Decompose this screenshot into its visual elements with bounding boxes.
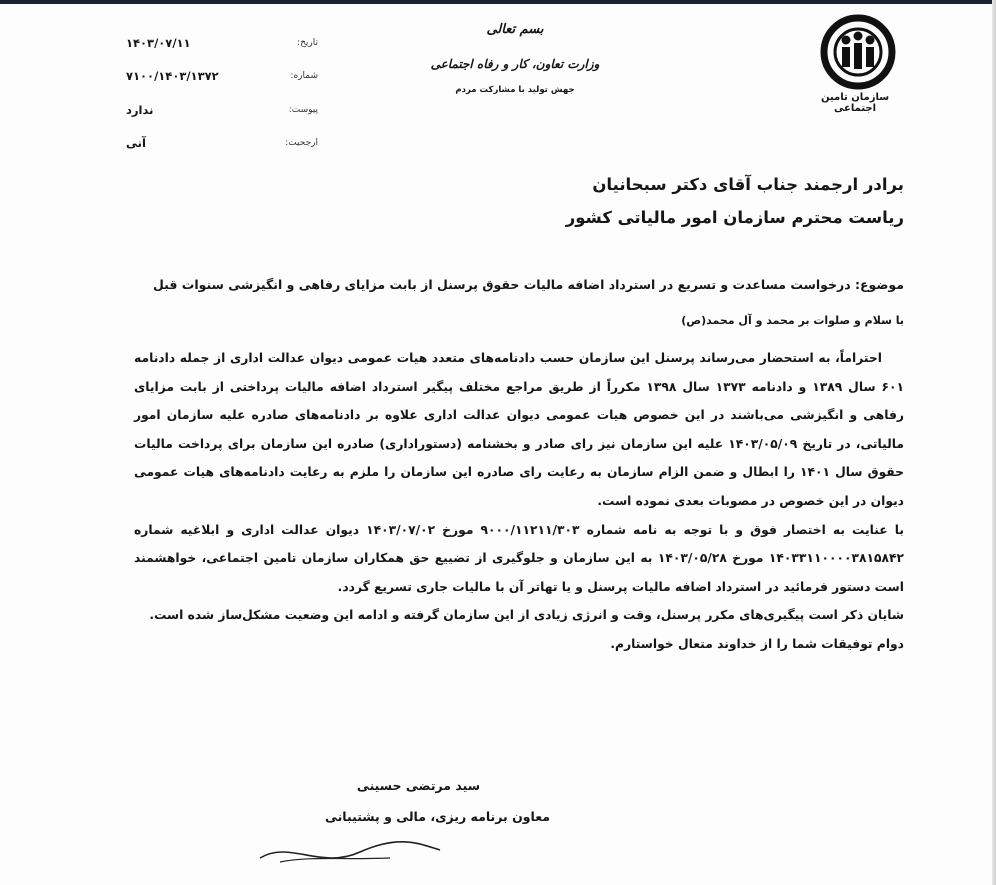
meta-date-label: تاریخ: bbox=[297, 37, 318, 48]
bismillah-text: بسم تعالی bbox=[486, 22, 544, 37]
meta-priority-label: ارجحیت: bbox=[285, 138, 318, 149]
letter-body bbox=[134, 344, 904, 659]
meta-priority-value: آنی bbox=[126, 136, 146, 151]
signatory-name: سید مرتضی حسینی bbox=[356, 778, 480, 793]
meta-number-label: شماره: bbox=[290, 71, 318, 82]
slogan-text: جهش تولید با مشارکت مردم bbox=[455, 85, 575, 95]
body-paragraph-1: احتراماً، به استحضار می‌رساند پرسنل این سازمان حسب دادنامه‌های متعدد هیات عمومی دیوان عدالت اداری از جمله دادنامه ۶۰۱ سال ۱۳۸۹ و دادنامه ۱۳۷۳ سال ۱۳۹۸ مکرراً از طریق مراجع مختلف پیگیر استرداد اضافه مالیات پرداختی از بابت مزایای رفاهی و انگیزشی می‌باشند در این خصوص هیات عمومی دیوان عدالت اداری علاوه بر دادنامه‌های صادره علیه سازمان امور مالیاتی، در تاریخ ۱۴۰۳/۰۵/۰۹ علیه این سازمان نیز رای صادر و بخشنامه (دستوراداری) صادره این سازمان برای پرداخت مالیات حقوق سال ۱۴۰۱ را ابطال و ضمن الزام سازمان به رعایت رای صادره این سازمان را ملزم به رعایت دادنامه‌های هیات عمومی دیوان در این خصوص در مصوبات بعدی نموده است. bbox=[134, 351, 905, 508]
addressee-line-1: برادر ارجمند جناب آقای دکتر سبحانیان bbox=[592, 175, 904, 194]
addressee-line-2: ریاست محترم سازمان امور مالیاتی کشور bbox=[565, 208, 904, 227]
ministry-name: وزارت تعاون، کار و رفاه اجتماعی bbox=[430, 57, 600, 71]
letter-meta bbox=[118, 26, 318, 160]
meta-attachment-value: ندارد bbox=[126, 102, 154, 117]
signatory-title: معاون برنامه ریزی، مالی و پشتیبانی bbox=[324, 809, 550, 824]
meta-attachment-label: پیوست: bbox=[288, 104, 318, 115]
body-paragraph-2: با عنایت به اختصار فوق و با توجه به نامه شماره ۹۰۰۰/۱۱۲۱۱/۳۰۳ مورخ ۱۴۰۳/۰۷/۰۲ دیوان عدالت اداری و ابلاغیه شماره ۱۴۰۳۳۱۱۰۰۰۰۳۸۱۵۸۴۲ مورخ ۱۴۰۳/۰۵/۲۸ به این سازمان و جلوگیری از تضییع حق همکاران سازمان تامین اجتماعی، خواهشمند است دستور فرمائید در استرداد اضافه مالیات پرسنل و یا تهاتر آن با مالیات جاری تسریع گردد. bbox=[134, 522, 905, 594]
addressee-block bbox=[144, 168, 904, 234]
signature-block bbox=[250, 778, 550, 824]
body-paragraph-4: دوام توفیقات شما را از خداوند متعال خواستارم. bbox=[610, 636, 904, 651]
ministry-header bbox=[430, 22, 600, 95]
right-edge-shadow bbox=[992, 0, 996, 885]
meta-date-value: ۱۴۰۳/۰۷/۱۱ bbox=[126, 35, 191, 50]
meta-number-row bbox=[118, 60, 318, 94]
meta-date-row bbox=[118, 26, 318, 60]
meta-number-value: ۷۱۰۰/۱۴۰۳/۱۳۷۲ bbox=[126, 69, 219, 84]
body-paragraph-3: شایان ذکر است پیگیری‌های مکرر پرسنل، وقت و انرژی زیادی از این سازمان گرفته و ادامه این وضعیت مشکل‌ساز شده است. bbox=[149, 608, 904, 623]
meta-attachment-row bbox=[118, 93, 318, 127]
logo-caption: سازمان تامین اجتماعی bbox=[820, 92, 890, 114]
salutation-line: با سلام و صلوات بر محمد و آل محمد(ص) bbox=[681, 314, 904, 327]
meta-priority-row bbox=[118, 127, 318, 161]
handwritten-signature-icon bbox=[250, 830, 450, 870]
subject-line: موضوع: درخواست مساعدت و تسریع در استرداد اضافه مالیات حقوق پرسنل از بابت مزایای رفاهی و انگیزشی سنوات قبل bbox=[152, 277, 904, 292]
